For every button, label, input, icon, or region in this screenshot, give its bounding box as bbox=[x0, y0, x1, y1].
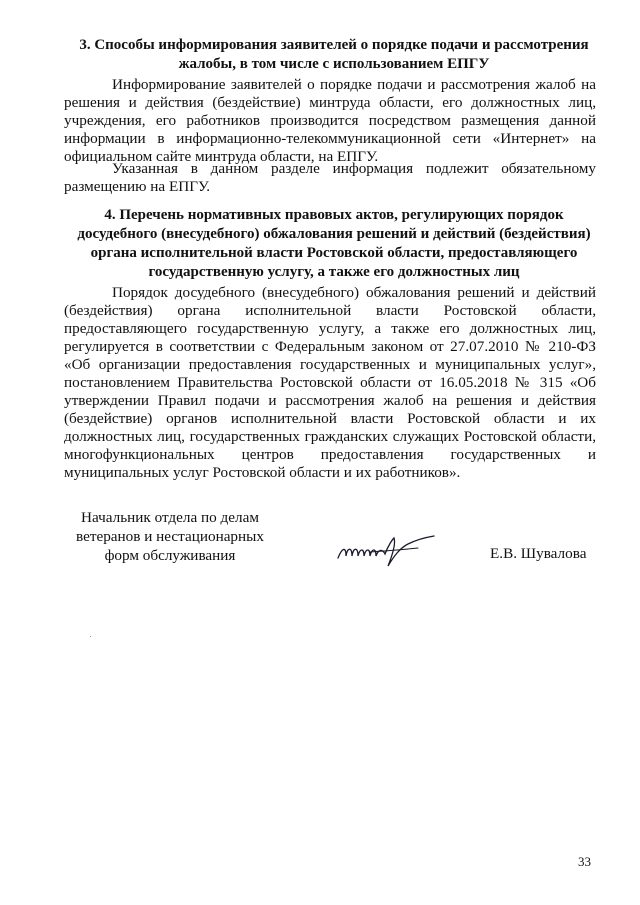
signatory-position-line-1: Начальник отдела по делам bbox=[81, 509, 259, 526]
signatory-position-line-3: форм обслуживания bbox=[104, 547, 236, 564]
page-number: 33 bbox=[578, 854, 591, 869]
section-3-paragraph-2: Указанная в данном разделе информация подлежит обязательному размещению на ЕПГУ. bbox=[64, 160, 596, 195]
section-4-heading: 4. Перечень нормативных правовых актов, регулирующих порядок досудебного (внесудебного) обжалования решений и действий (бездействия) органа исполнительной власти Ростовской области, предоставляющего государственную услугу, а также его должностных лиц bbox=[77, 207, 591, 280]
scan-speck bbox=[90, 636, 91, 637]
section-4-paragraph-1: Порядок досудебного (внесудебного) обжалования решений и действий (бездействия) органа исполнительной власти Ростовской области, предоставляющего государственную услугу, а также его должностных лиц, регулируется в соответствии с Федеральным законом от 27.07.2010 № 210-ФЗ «Об организации предоставления государственных и муниципальных услуг», постановлением Правительства Ростовской области от 16.05.2018 № 315 «Об утверждении Правил подачи и рассмотрения жалоб на решения и действия (бездействие) органов исполнительной власти Ростовской области и их должностных лиц, государственных гражданских служащих Ростовской области, многофункциональных центров предоставления государственных и муниципальных услуг Ростовской области и их работников». bbox=[64, 284, 596, 481]
section-3-heading: 3. Способы информирования заявителей о порядке подачи и рассмотрения жалобы, в том числе с использованием ЕПГУ bbox=[79, 37, 589, 72]
signatory-name: Е.В. Шувалова bbox=[490, 545, 587, 562]
signatory-position bbox=[70, 508, 270, 565]
signatory-position-line-2: ветеранов и нестационарных bbox=[76, 528, 264, 545]
section-3-paragraph-1: Информирование заявителей о порядке подачи и рассмотрения жалоб на решения и действия (бездействие) минтруда области, его должностных лиц, учреждения, его работников производится посредством размещения данной информации в информационно-телекоммуникационной сети «Интернет» на официальном сайте минтруда области, на ЕПГУ. bbox=[64, 76, 596, 165]
handwritten-signature bbox=[330, 526, 440, 570]
